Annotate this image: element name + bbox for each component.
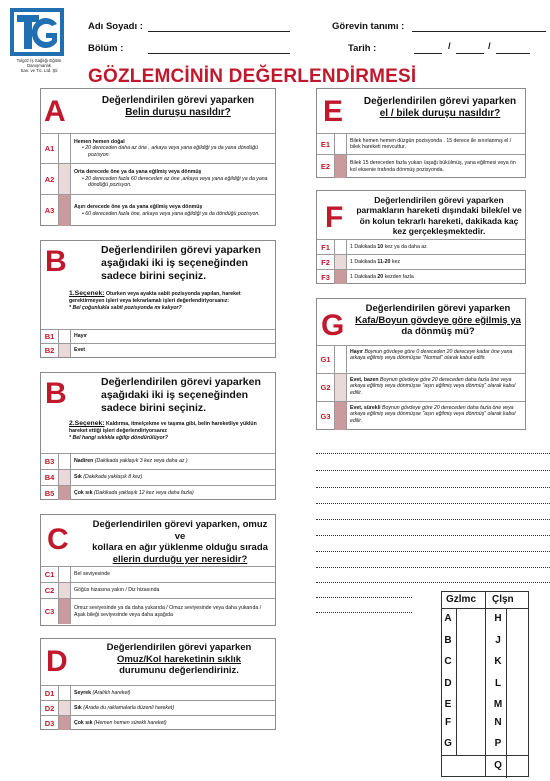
option-text[interactable]: Evet xyxy=(74,347,85,354)
section-letter: C xyxy=(47,523,69,556)
option-row[interactable] xyxy=(317,269,525,284)
option-row[interactable] xyxy=(41,343,275,357)
option-code[interactable]: F1 xyxy=(317,240,335,254)
page-title: GÖZLEMCİNİN DEĞERLENDİRMESİ xyxy=(88,66,417,87)
summary-table xyxy=(441,591,529,777)
option-code[interactable]: B5 xyxy=(41,486,59,500)
section-question: Değerlendirilen görevi yaparken Belin duruşu nasıldır? xyxy=(101,95,255,119)
option-code[interactable]: B1 xyxy=(41,330,59,343)
level-swatch[interactable] xyxy=(335,402,347,430)
section-e xyxy=(316,88,526,178)
observer-cell-b: B xyxy=(444,635,452,646)
department-field[interactable] xyxy=(148,44,290,54)
section-letter: E xyxy=(323,95,344,128)
option-text[interactable]: Seyrek (Aralıklı hareket) xyxy=(74,690,131,696)
option-row[interactable] xyxy=(317,345,525,373)
option-row[interactable] xyxy=(317,154,525,178)
options-list xyxy=(41,685,275,730)
option-text[interactable]: Evet, bazen Boynun gövdeye göre 20 dereceden daha fazla öne veya arkaya eğilmiş veya dönmüşse "aşırı eğilmiş veya dönmüş" olarak kabul edilir. xyxy=(350,377,516,396)
option-description: 2.Seçenek: Kaldırma, itme/çekme ve taşıma gibi, belin hareketliye yüklün hareket ettiği işleri değerlendiriyorsanız * Bel hangi sıklıkla eğilip döndürülüyor? xyxy=(69,420,257,441)
section-d xyxy=(40,638,276,730)
options-list xyxy=(41,329,275,357)
option-code[interactable]: C3 xyxy=(41,599,59,624)
level-swatch[interactable] xyxy=(59,716,71,730)
section-question: Değerlendirilen görevi yaparken Omuz/Kol hareketinin sıklık durumunu değerlendiriniz. xyxy=(106,642,252,677)
option-code[interactable]: A2 xyxy=(41,164,59,194)
level-swatch[interactable] xyxy=(59,470,71,485)
option-text[interactable]: Aşırı derecede öne ya da yana eğilmiş veya dönmüş • 60 dereceden fazla öne, arkaya veya yana eğildiği ya da döndüğü pozisyon. xyxy=(71,195,275,226)
options-list xyxy=(41,453,275,500)
options-list xyxy=(41,566,275,624)
worker-cell-k: K xyxy=(494,656,502,667)
date-separator: / xyxy=(488,41,491,52)
options-list xyxy=(41,133,275,226)
section-question: Değerlendirilen görevi yaparken el / bilek duruşu nasıldır? xyxy=(363,96,517,120)
observer-header: Gzlmc xyxy=(446,594,477,605)
level-swatch[interactable] xyxy=(59,134,71,163)
level-swatch[interactable] xyxy=(59,701,71,715)
name-label: Adı Soyadı : xyxy=(88,21,143,32)
company-logo xyxy=(8,6,66,58)
worker-input-column[interactable] xyxy=(506,608,530,778)
section-b-option2 xyxy=(40,372,276,500)
level-swatch[interactable] xyxy=(59,583,71,598)
option-code[interactable]: E1 xyxy=(317,134,335,154)
worker-header: Çlşn xyxy=(492,594,514,605)
option-text[interactable]: Hayır xyxy=(74,333,87,340)
worker-cell-p: P xyxy=(494,738,502,749)
worker-cell-l: L xyxy=(494,678,502,689)
option-text[interactable]: Çok sık (Hemen hemen sürekli hareket) xyxy=(74,720,167,726)
option-code[interactable]: F2 xyxy=(317,255,335,269)
level-swatch[interactable] xyxy=(335,270,347,284)
option-code[interactable]: G1 xyxy=(317,346,335,373)
date-year-field[interactable] xyxy=(496,44,530,54)
option-row[interactable] xyxy=(41,453,275,469)
option-code[interactable]: D2 xyxy=(41,701,59,715)
options-list xyxy=(317,239,525,284)
option-row[interactable] xyxy=(41,566,275,582)
option-code[interactable]: A1 xyxy=(41,134,59,163)
option-row[interactable] xyxy=(41,194,275,226)
option-row[interactable] xyxy=(41,469,275,485)
date-month-field[interactable] xyxy=(456,44,484,54)
observer-cell-f: F xyxy=(444,717,452,728)
option-text[interactable]: Sık (Arada du raklamalarla düzenli hareket) xyxy=(74,705,175,711)
option-text[interactable]: Bilek hemen hemen düzgün pozisyonda . 15 derece ile sınırlanmış el / bilek hareketi mevcuttur. xyxy=(350,137,512,150)
section-question: Değerlendirilen görevi yaparken Kafa/Boyun gövdeye göre eğilmiş ya da dönmüş mü? xyxy=(355,303,521,338)
section-g xyxy=(316,298,526,430)
department-label: Bölüm : xyxy=(88,43,124,54)
observer-cell-a: A xyxy=(444,613,452,624)
option-row[interactable] xyxy=(317,373,525,401)
option-text[interactable]: Omuz seviyesinde ya da daha yukarıda / Omuz seviyesinde veya daha yukarıda / Aşak bileği seviyesinde veya daha aşağıda xyxy=(74,605,262,618)
option-text[interactable]: Çok sık (Dakikada yaklaşık 12 kez veya daha fazla) xyxy=(74,490,194,496)
option-code[interactable]: D1 xyxy=(41,686,59,700)
worker-cell-n: N xyxy=(494,717,502,728)
level-swatch[interactable] xyxy=(59,599,71,624)
option-text[interactable]: Hayır Boynun gövdeye göre 0 dereceden 20 dereceye kadar öne yana arkaya eğilmiş veya dönmüşse "Normal" olarak kabul edilir. xyxy=(350,349,513,362)
option-row[interactable] xyxy=(317,239,525,254)
option-code[interactable]: C2 xyxy=(41,583,59,598)
option-code[interactable]: G2 xyxy=(317,374,335,401)
level-swatch[interactable] xyxy=(59,486,71,500)
option-text[interactable]: 1 Dakikada 10 kez ya da daha az xyxy=(350,244,427,250)
option-row[interactable] xyxy=(41,329,275,343)
option-text[interactable]: Hemen hemen doğal • 20 dereceden daha az öne , arkaya veya yana eğildiği ya da yana döndüğü pozisyon. xyxy=(71,134,275,163)
name-field[interactable] xyxy=(148,22,290,32)
option-row[interactable] xyxy=(317,254,525,269)
observer-cell-g: G xyxy=(444,738,452,749)
level-swatch[interactable] xyxy=(59,454,71,469)
worker-cell-m: M xyxy=(493,699,503,710)
observer-cell-d: D xyxy=(444,678,452,689)
option-code[interactable]: A3 xyxy=(41,195,59,226)
section-f xyxy=(316,190,526,284)
option-code[interactable]: B3 xyxy=(41,454,59,469)
section-letter: D xyxy=(46,645,68,678)
section-letter: F xyxy=(325,201,344,234)
section-b-option1 xyxy=(40,240,276,358)
level-swatch[interactable] xyxy=(59,686,71,700)
option-code[interactable]: E2 xyxy=(317,155,335,178)
worker-cell-q: Q xyxy=(494,760,502,771)
observer-input-column[interactable] xyxy=(456,608,485,755)
level-swatch[interactable] xyxy=(335,374,347,401)
option-code[interactable]: F3 xyxy=(317,270,335,284)
section-a xyxy=(40,88,276,226)
level-swatch[interactable] xyxy=(59,330,71,343)
options-list xyxy=(317,345,525,430)
option-text[interactable]: Nadiren (Dakikada yaklaşık 3 kez veya daha az ) xyxy=(74,458,188,464)
section-letter: B xyxy=(45,377,67,410)
option-text[interactable]: Sık (Dakikada yaklaşık 8 kez) xyxy=(74,474,143,480)
option-code[interactable]: C1 xyxy=(41,567,59,582)
option-row[interactable] xyxy=(317,401,525,430)
level-swatch[interactable] xyxy=(59,195,71,226)
section-letter: B xyxy=(45,245,67,278)
level-swatch[interactable] xyxy=(335,346,347,373)
option-text[interactable]: 1 Dakikada 11-20 kez xyxy=(350,259,400,265)
option-row[interactable] xyxy=(41,582,275,598)
option-text[interactable]: Bilek 15 dereceden fazla yukarı /aşağı bükülmüş, yana eğilmesi veya ön kol eksenie trafında dönmüş pozisyonda. xyxy=(350,160,516,173)
options-list xyxy=(317,133,525,178)
worker-cell-j: J xyxy=(495,635,501,646)
role-label: Görevin tanımı : xyxy=(332,21,405,32)
option-row[interactable] xyxy=(41,163,275,194)
date-separator: / xyxy=(448,41,451,52)
observer-cell-e: E xyxy=(444,699,452,710)
option-row[interactable] xyxy=(41,685,275,700)
section-question: Değerlendirilen görevi yaparken aşağıdaki iki iş seçeneğinden sadece birini seçiniz. xyxy=(101,376,261,414)
option-row[interactable] xyxy=(41,485,275,500)
section-letter: A xyxy=(44,95,66,128)
option-code[interactable]: D3 xyxy=(41,716,59,730)
option-text[interactable]: Orta derecede öne ya da yana eğilmiş veya dönmüş • 20 dereceden fazla 60 dereceden az öne ,arkaya veya yana eğildiği ya da yana döndüğü pozisyon. xyxy=(71,164,275,194)
company-name: Tolgöz İş Sağlığı Eğitim Danışmanlık San. ve Tic. Ltd. Şti xyxy=(16,58,62,73)
option-row[interactable] xyxy=(41,598,275,624)
observer-cell-c: C xyxy=(444,656,452,667)
option-row[interactable] xyxy=(317,133,525,154)
section-question: Değerlendirilen görevi yaparken aşağıdaki iki iş seçeneğinden sadece birini seçiniz. xyxy=(101,244,261,282)
option-text[interactable]: Evet, sürekli Boynun gövdeye göre 20 dereceden daha fazla öne veya arkaya eğilmiş veya dönmüşse "aşırı eğilmiş veya dönmüş" olarak kabul edilir. xyxy=(350,405,516,424)
role-field[interactable] xyxy=(412,22,546,32)
level-swatch[interactable] xyxy=(335,134,347,154)
level-swatch[interactable] xyxy=(59,164,71,194)
level-swatch[interactable] xyxy=(59,567,71,582)
option-text[interactable]: 1 Dakikada 20 kezden fazla xyxy=(350,274,414,280)
section-question: Değerlendirilen görevi yaparken, omuz ve kollara en ağır yüklenme olduğu sırada ellerin durduğu yer neresidir? xyxy=(92,519,268,565)
date-label: Tarih : xyxy=(348,43,377,54)
option-row[interactable] xyxy=(41,715,275,730)
level-swatch[interactable] xyxy=(335,255,347,269)
section-c xyxy=(40,514,276,626)
option-text[interactable]: Göğüs hizasına yakın / Diz hizasında xyxy=(74,587,160,594)
level-swatch[interactable] xyxy=(335,155,347,178)
option-code[interactable]: G3 xyxy=(317,402,335,430)
section-question: Değerlendirilen görevi yaparken parmakların hareketi dışındaki bilek/el ve ön kolun tekrarlı hareketi, dakikada kaç kez gerçekleşmektedir. xyxy=(356,195,522,237)
option-row[interactable] xyxy=(41,700,275,715)
option-text[interactable]: Bel seviyesinde xyxy=(74,571,111,578)
section-letter: G xyxy=(321,309,345,342)
date-day-field[interactable] xyxy=(414,44,442,54)
option-code[interactable]: B4 xyxy=(41,470,59,485)
option-code[interactable]: B2 xyxy=(41,344,59,357)
option-description: 1.Seçenek: Oturken veya ayakta sabit pozisyonda yapılan, hareket gerektirmeyen işleri veya tekrarlamalı işleri değerlendiriyorsanız: * Bel çoğunlukla sabit pozisyonda mı kalıyor? xyxy=(69,290,241,311)
option-row[interactable] xyxy=(41,133,275,163)
level-swatch[interactable] xyxy=(335,240,347,254)
worker-cell-h: H xyxy=(494,613,502,624)
level-swatch[interactable] xyxy=(59,344,71,357)
